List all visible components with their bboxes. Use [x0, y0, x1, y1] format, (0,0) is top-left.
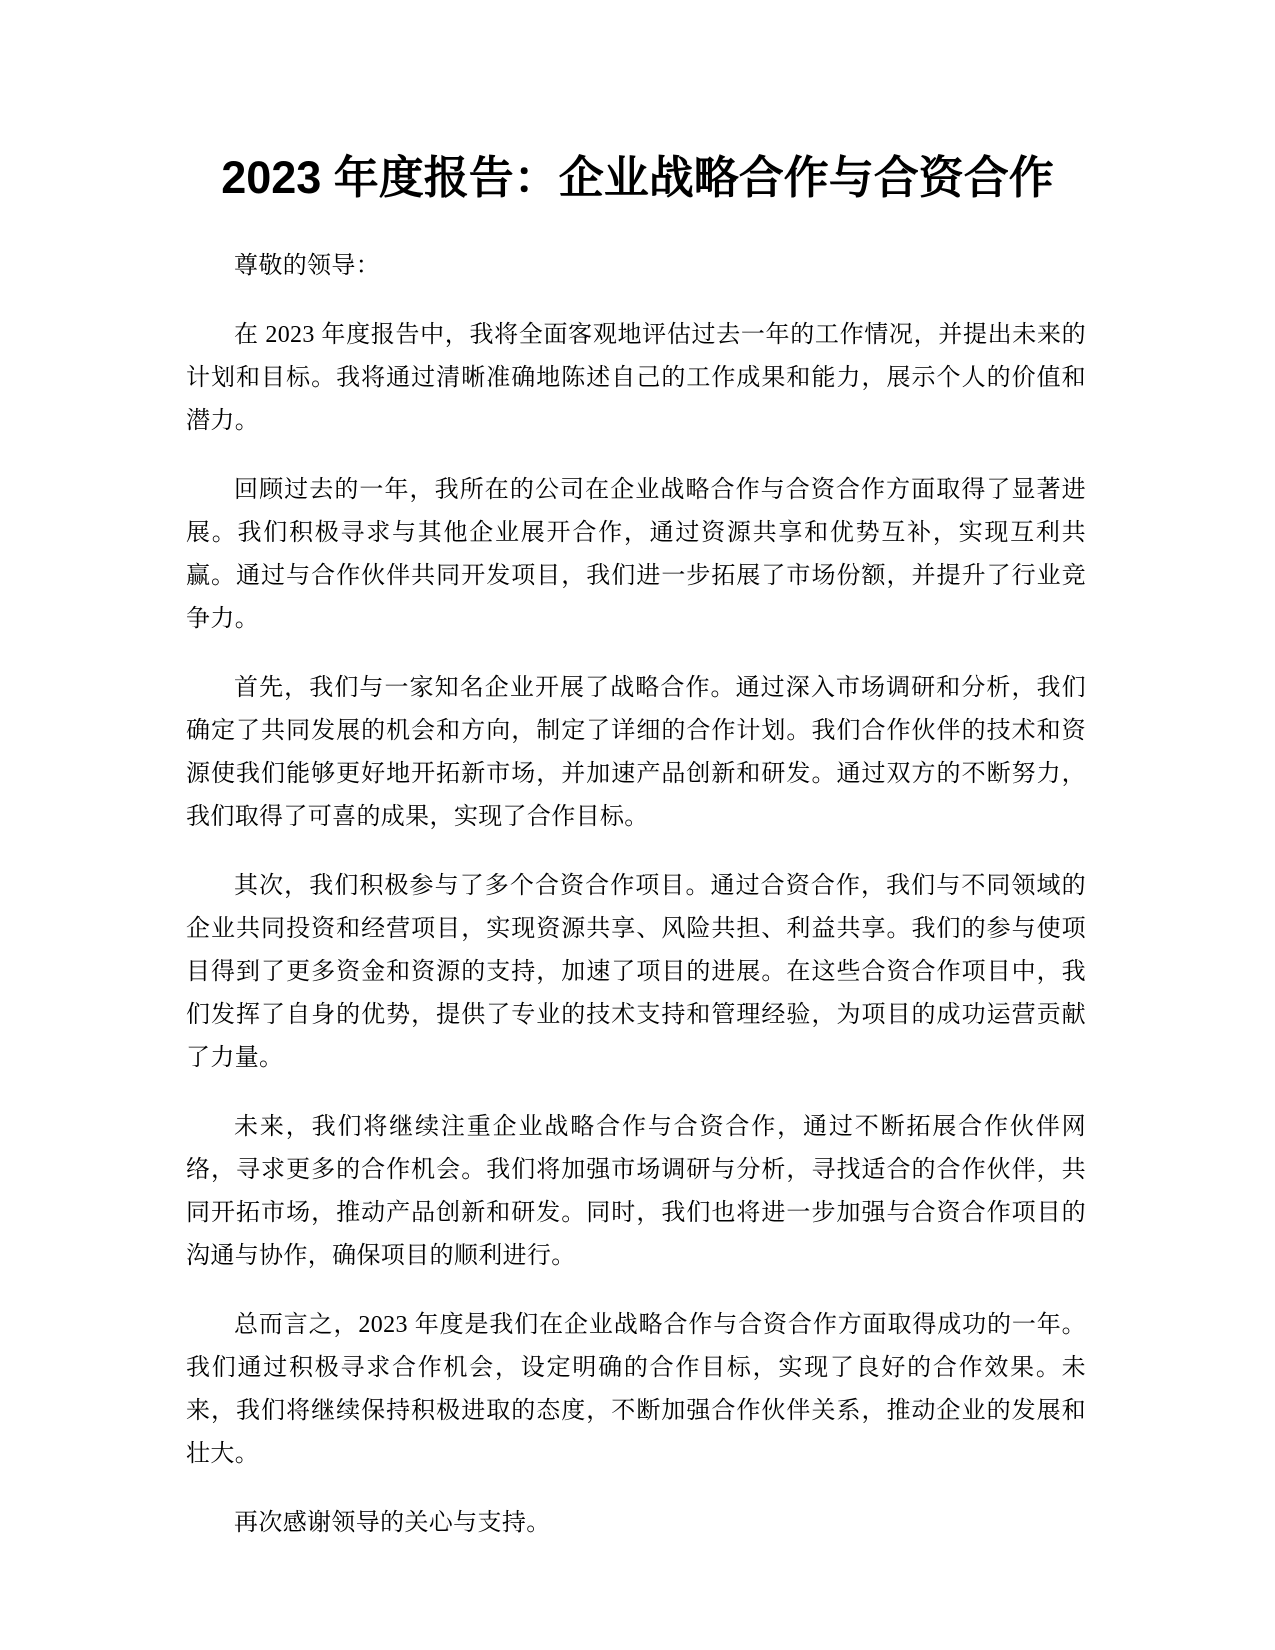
- joint-venture-paragraph: 其次，我们积极参与了多个合资合作项目。通过合资合作，我们与不同领域的企业共同投资和经营项目，实现资源共享、风险共担、利益共享。我们的参与使项目得到了更多资金和资源的支持，加速了项目的进展。在这些合资合作项目中，我们发挥了自身的优势，提供了专业的技术支持和管理经验，为项目的成功运营贡献了力量。: [186, 873, 1086, 1071]
- summary-paragraph: 总而言之，2023 年度是我们在企业战略合作与合资合作方面取得成功的一年。我们通过积极寻求合作机会，设定明确的合作目标，实现了良好的合作效果。未来，我们将继续保持积极进取的态度，不断加强合作伙伴关系，推动企业的发展和壮大。: [186, 1312, 1086, 1467]
- document-title: 2023 年度报告：企业战略合作与合资合作: [221, 152, 1054, 203]
- document-body: [186, 245, 1086, 1571]
- salutation-paragraph: 尊敬的领导：: [234, 253, 381, 279]
- future-plan-paragraph: 未来，我们将继续注重企业战略合作与合资合作，通过不断拓展合作伙伴网络，寻求更多的合作机会。我们将加强市场调研与分析，寻找适合的合作伙伴，共同开拓市场，推动产品创新和研发。同时，我们也将进一步加强与合资合作项目的沟通与协作，确保项目的顺利进行。: [186, 1114, 1086, 1269]
- closing-paragraph: 再次感谢领导的关心与支持。: [234, 1510, 551, 1536]
- intro-paragraph: 在 2023 年度报告中，我将全面客观地评估过去一年的工作情况，并提出未来的计划和目标。我将通过清晰准确地陈述自己的工作成果和能力，展示个人的价值和潜力。: [186, 322, 1086, 434]
- strategic-cooperation-paragraph: 首先，我们与一家知名企业开展了战略合作。通过深入市场调研和分析，我们确定了共同发展的机会和方向，制定了详细的合作计划。我们合作伙伴的技术和资源使我们能够更好地开拓新市场，并加速产品创新和研发。通过双方的不断努力，我们取得了可喜的成果，实现了合作目标。: [186, 675, 1086, 830]
- review-paragraph: 回顾过去的一年，我所在的公司在企业战略合作与合资合作方面取得了显著进展。我们积极寻求与其他企业展开合作，通过资源共享和优势互补，实现互利共赢。通过与合作伙伴共同开发项目，我们进一步拓展了市场份额，并提升了行业竞争力。: [186, 477, 1086, 632]
